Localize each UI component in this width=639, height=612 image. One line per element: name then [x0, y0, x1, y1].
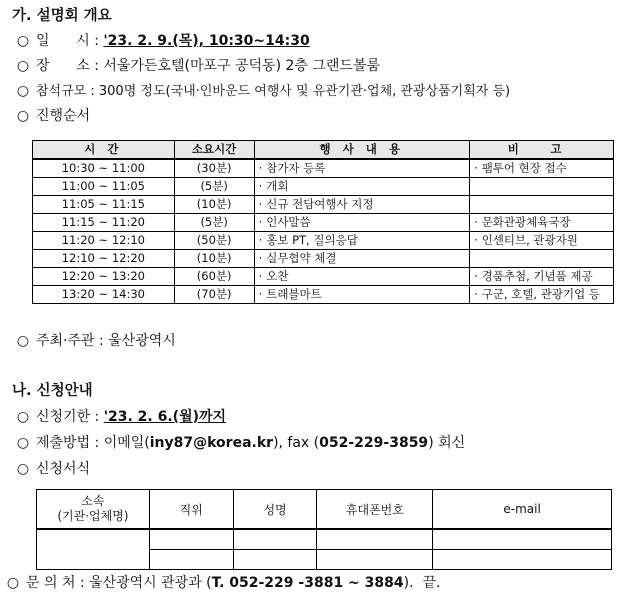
bullet-dot-icon: ‧	[258, 233, 263, 247]
method-fax: 052-229-3859	[319, 435, 429, 451]
schedule-note	[470, 159, 614, 178]
bullet-dot-icon: ‧	[474, 233, 478, 247]
schedule-time-text: 10:30 ~ 11:00	[61, 161, 145, 175]
program-label: 진행순서	[36, 108, 91, 124]
contact-suffix: ). 끝.	[403, 575, 441, 591]
section-a-heading: 가. 설명회 개요	[12, 8, 112, 24]
method-suffix: ) 회신	[428, 435, 466, 451]
schedule-content-text: 오찬	[266, 269, 289, 283]
schedule-note	[470, 250, 614, 268]
schedule-duration-text: (10분)	[196, 197, 232, 211]
schedule-time	[33, 232, 175, 250]
header-time: 시 간	[33, 141, 175, 160]
method-line	[16, 433, 465, 453]
schedule-row	[33, 250, 614, 268]
schedule-content	[254, 196, 469, 214]
contact-phone: T. 052-229 -3881 ~ 3884	[211, 575, 404, 591]
host-line	[16, 331, 176, 351]
schedule-note	[470, 178, 614, 196]
date-value: '23. 2. 9.(목), 10:30~14:30	[103, 33, 310, 49]
schedule-duration	[174, 159, 254, 178]
schedule-time	[33, 286, 175, 304]
schedule-time-text: 11:15 ~ 11:20	[61, 215, 145, 229]
schedule-time-text: 11:00 ~ 11:05	[61, 179, 145, 193]
form-cell[interactable]	[149, 550, 233, 570]
section-b-heading: 나. 신청안내	[12, 383, 93, 399]
circle-bullet-icon: ○	[16, 333, 30, 349]
schedule-row	[33, 214, 614, 232]
schedule-time	[33, 250, 175, 268]
schedule-time	[33, 178, 175, 196]
schedule-content	[254, 250, 469, 268]
deadline-value: '23. 2. 6.(월)까지	[103, 409, 227, 425]
date-line	[16, 31, 310, 51]
bullet-dot-icon: ‧	[474, 269, 478, 283]
program-line	[16, 106, 90, 126]
schedule-note-text: 구군, 호텔, 관광기업 등	[481, 287, 600, 301]
schedule-header-row	[33, 141, 614, 160]
venue-line	[16, 56, 380, 76]
schedule-duration-text: (30분)	[196, 161, 232, 175]
schedule-content-text: 개회	[266, 179, 289, 193]
method-email: iny87@korea.kr	[149, 435, 274, 451]
form-cell[interactable]	[317, 529, 433, 550]
bullet-dot-icon: ‧	[258, 269, 263, 283]
method-mid: ), fax (	[273, 435, 320, 451]
circle-bullet-icon: ○	[16, 108, 30, 124]
schedule-time-text: 11:05 ~ 11:15	[61, 197, 145, 211]
form-cell-affiliation[interactable]	[37, 529, 150, 570]
circle-bullet-icon: ○	[16, 33, 30, 49]
bullet-dot-icon: ‧	[474, 287, 478, 301]
circle-bullet-icon: ○	[16, 58, 30, 74]
schedule-duration-text: (60분)	[196, 269, 232, 283]
form-label-text: 신청서식	[36, 461, 91, 477]
schedule-content	[254, 214, 469, 232]
bullet-dot-icon: ‧	[258, 251, 263, 265]
schedule-row	[33, 196, 614, 214]
schedule-note-text: 경품추첨, 기념품 제공	[481, 269, 593, 283]
circle-bullet-icon: ○	[16, 409, 30, 425]
form-cell[interactable]	[149, 529, 233, 550]
schedule-duration-text: (10분)	[196, 251, 232, 265]
circle-bullet-icon: ○	[16, 83, 30, 99]
bullet-dot-icon: ‧	[258, 179, 263, 193]
method-label: 제출방법 : 이메일(	[36, 435, 150, 451]
schedule-content-text: 참가자 등록	[266, 161, 326, 175]
header-duration: 소요시간	[174, 141, 254, 160]
schedule-note	[470, 232, 614, 250]
schedule-row	[33, 178, 614, 196]
schedule-content-text: 실무협약 체결	[266, 251, 337, 265]
form-header-name: 성명	[233, 490, 317, 530]
bullet-dot-icon: ‧	[474, 161, 478, 175]
schedule-table	[32, 140, 614, 304]
schedule-note	[470, 196, 614, 214]
contact-line	[6, 573, 440, 593]
schedule-duration	[174, 232, 254, 250]
scale-line	[16, 81, 510, 102]
form-cell[interactable]	[433, 529, 612, 550]
form-cell[interactable]	[233, 550, 317, 570]
form-cell[interactable]	[233, 529, 317, 550]
schedule-time	[33, 214, 175, 232]
schedule-content-text: 홍보 PT, 질의응답	[266, 233, 358, 247]
schedule-content	[254, 268, 469, 286]
schedule-row	[33, 232, 614, 250]
schedule-duration-text: (70분)	[196, 287, 232, 301]
application-form-table	[36, 489, 612, 570]
schedule-note	[470, 286, 614, 304]
circle-bullet-icon: ○	[16, 435, 30, 451]
schedule-time-text: 11:20 ~ 12:10	[61, 233, 145, 247]
form-header-row	[37, 490, 612, 530]
date-label: 일 시 :	[36, 33, 104, 49]
schedule-note	[470, 214, 614, 232]
form-cell[interactable]	[433, 550, 612, 570]
scale-label: 참석규모 :	[36, 84, 99, 99]
form-header-phone: 휴대폰번호	[317, 490, 433, 530]
bullet-dot-icon: ‧	[258, 197, 263, 211]
schedule-time-text: 13:20 ~ 14:30	[61, 287, 145, 301]
scale-value: 300명 정도(국내·인바운드 여행사 및 유관기관·업체, 관광상품기획자 등)	[98, 84, 511, 99]
schedule-content-text: 인사말씀	[266, 215, 311, 229]
header-content: 행 사 내 용	[254, 141, 469, 160]
schedule-time-text: 12:20 ~ 13:20	[61, 269, 145, 283]
schedule-note	[470, 268, 614, 286]
form-header-affiliation: 소속 (기관·업체명)	[37, 490, 150, 530]
schedule-note-text: 문화관광체육국장	[481, 215, 571, 229]
schedule-time	[33, 268, 175, 286]
form-header-email: e-mail	[433, 490, 612, 530]
schedule-duration-text: (5분)	[200, 215, 228, 229]
schedule-row	[33, 159, 614, 178]
bullet-dot-icon: ‧	[474, 215, 478, 229]
schedule-duration	[174, 214, 254, 232]
schedule-time-text: 12:10 ~ 12:20	[61, 251, 145, 265]
schedule-row	[33, 286, 614, 304]
schedule-duration-text: (5분)	[200, 179, 228, 193]
contact-label: 문 의 처 : 울산광역시 관광과 (	[26, 575, 212, 591]
form-cell[interactable]	[317, 550, 433, 570]
venue-value: 서울가든호텔(마포구 공덕동) 2층 그랜드볼룸	[103, 58, 380, 74]
schedule-note-text: 팸투어 현장 접수	[481, 161, 567, 175]
schedule-time	[33, 196, 175, 214]
schedule-content-text: 신규 전담여행사 지정	[266, 197, 374, 211]
schedule-content	[254, 286, 469, 304]
schedule-content	[254, 178, 469, 196]
schedule-row	[33, 268, 614, 286]
schedule-duration	[174, 250, 254, 268]
deadline-label: 신청기한 :	[36, 409, 104, 425]
schedule-duration-text: (50분)	[196, 233, 232, 247]
bullet-dot-icon: ‧	[258, 215, 263, 229]
schedule-duration	[174, 178, 254, 196]
bullet-dot-icon: ‧	[258, 161, 263, 175]
bullet-dot-icon: ‧	[258, 287, 263, 301]
schedule-content	[254, 159, 469, 178]
schedule-note-text: 인센티브, 관광자원	[481, 233, 578, 247]
schedule-duration	[174, 286, 254, 304]
schedule-content-text: 트래블마트	[266, 287, 322, 301]
form-header-position: 직위	[149, 490, 233, 530]
schedule-duration	[174, 196, 254, 214]
form-row	[37, 529, 612, 550]
host-text: 주최·주관 : 울산광역시	[36, 333, 176, 349]
schedule-time	[33, 159, 175, 178]
form-label-line	[16, 459, 90, 479]
venue-label: 장 소 :	[36, 58, 104, 74]
circle-bullet-icon: ○	[16, 461, 30, 477]
deadline-line	[16, 407, 226, 427]
circle-bullet-icon: ○	[6, 575, 20, 591]
schedule-content	[254, 232, 469, 250]
header-note: 비 고	[470, 141, 614, 160]
schedule-duration	[174, 268, 254, 286]
